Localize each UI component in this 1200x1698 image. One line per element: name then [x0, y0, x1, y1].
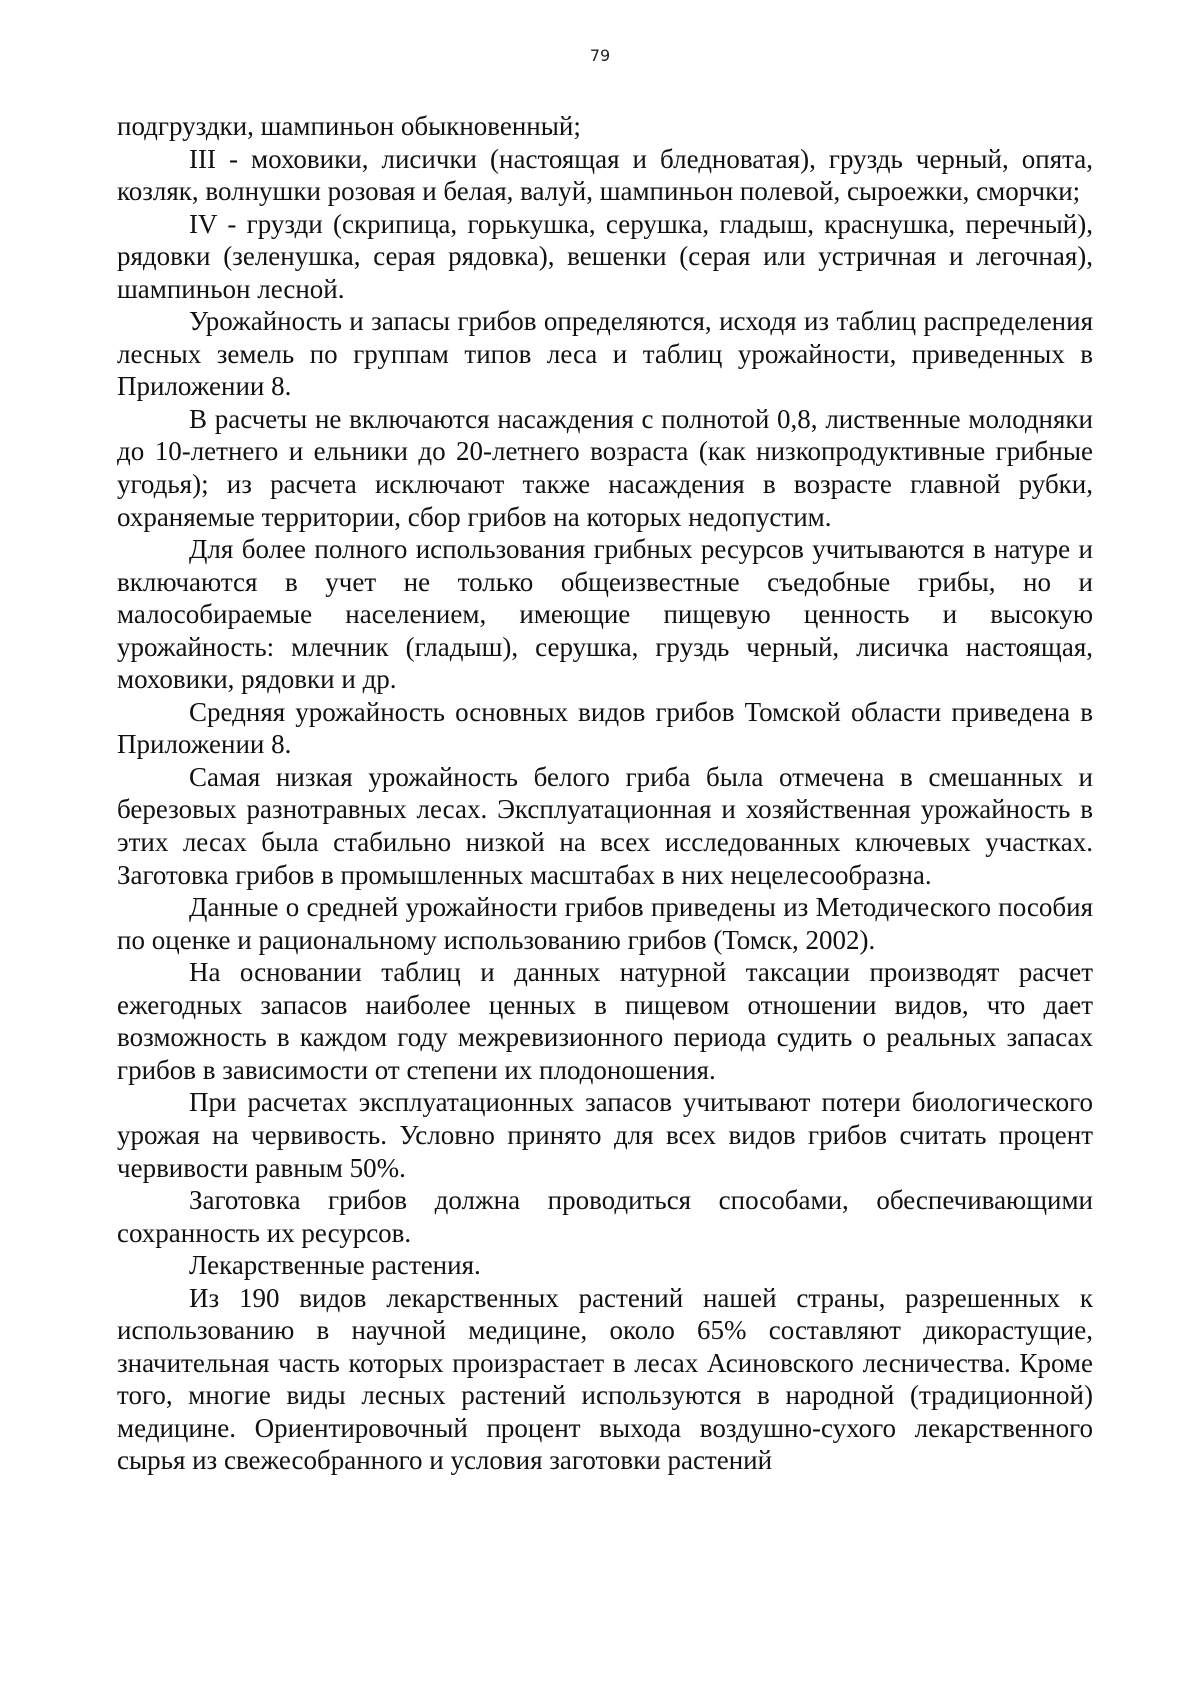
paragraph: Для более полного использования грибных ресурсов учитываются в натуре и включаются в учет не только общеизвестные съедобные грибы, но и малособираемые населением, имеющие пищевую ценность и высокую урожайность: млечник (гладыш), серушка, груздь черный, лисичка настоящая, моховики, рядовки и др. — [117, 534, 1093, 695]
paragraph: подгруздки, шампиньон обыкновенный; — [117, 111, 581, 141]
paragraph: В расчеты не включаются насаждения с полнотой 0,8, лиственные молодняки до 10-летнего и ельники до 20-летнего возраста (как низкопродуктивные грибные угодья); из расчета исключают также насаждения в возрасте главной рубки, охраняемые территории, сбор грибов на которых недопустим. — [117, 403, 1093, 532]
paragraph: Данные о средней урожайности грибов приведены из Методического пособия по оценке и рациональному использованию грибов (Томск, 2002). — [117, 892, 1093, 955]
paragraph: На основании таблиц и данных натурной таксации производят расчет ежегодных запасов наиболее ценных в пищевом отношении видов, что дает возможность в каждом году межревизионного периода судить о реальных запасах грибов в зависимости от степени их плодоношения. — [117, 957, 1093, 1085]
document-body — [117, 110, 1093, 1477]
paragraph: Средняя урожайность основных видов грибов Томской области приведена в Приложении 8. — [117, 696, 1093, 760]
paragraph: IV - грузди (скрипица, горькушка, серушка, гладыш, краснушка, перечный), рядовки (зеленушка, серая рядовка), вешенки (серая или устричная и легочная), шампиньон лесной. — [117, 208, 1093, 304]
paragraph: III - моховики, лисички (настоящая и бледноватая), груздь черный, опята, козляк, волнушки розовая и белая, валуй, шампиньон полевой, сыроежки, сморчки; — [117, 143, 1093, 207]
paragraph: Из 190 видов лекарственных растений нашей страны, разрешенных к использованию в научной медицине, около 65% составляют дикорастущие, значительная часть которых произрастает в лесах Асиновского лесничества. Кроме того, многие виды лесных растений используются в народной (традиционной) медицине. Ориентировочный процент выхода воздушно-сухого лекарственного сырья из свежесобранного и условия заготовки растений — [117, 1282, 1093, 1476]
paragraph: При расчетах эксплуатационных запасов учитывают потери биологического урожая на червивость. Условно принято для всех видов грибов считать процент червивости равным 50%. — [117, 1087, 1093, 1183]
paragraph: Заготовка грибов должна проводиться способами, обеспечивающими сохранность их ресурсов. — [117, 1185, 1093, 1248]
paragraph: Урожайность и запасы грибов определяются, исходя из таблиц распределения лесных земель по группам типов леса и таблиц урожайности, приведенных в Приложении 8. — [117, 306, 1093, 402]
paragraph: Самая низкая урожайность белого гриба была отмечена в смешанных и березовых разнотравных лесах. Эксплуатационная и хозяйственная урожайность в этих лесах была стабильно низкой на всех исследованных ключевых участках. Заготовка грибов в промышленных масштабах в них нецелесообразна. — [117, 761, 1093, 890]
page-number: 79 — [589, 46, 611, 65]
section-heading: Лекарственные растения. — [189, 1250, 481, 1281]
